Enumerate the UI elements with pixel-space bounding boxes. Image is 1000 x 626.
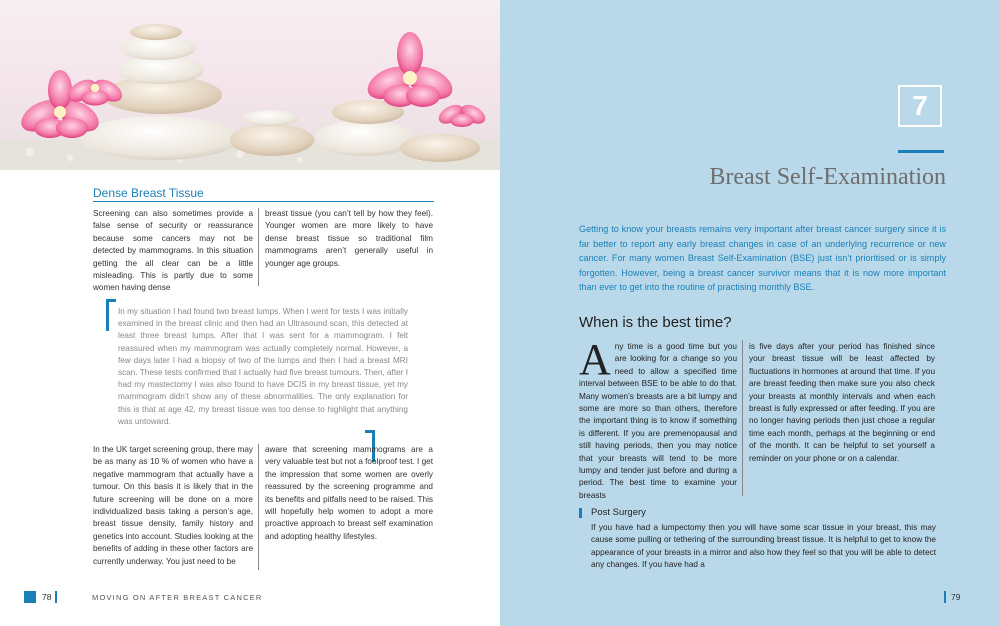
quote-mark-close-tick bbox=[365, 430, 375, 433]
column-divider bbox=[258, 444, 259, 570]
spa-stones-photo bbox=[0, 0, 500, 170]
subheading-post-surgery: Post Surgery bbox=[591, 507, 646, 518]
body-column-4: aware that screening mammograms are a very valuable test but not a foolproof test. I get the impression that some women are overly reassured by the screening programme and its benefits and pitfalls need to be raised. This will hopefully help women to adopt a more proactive approach to breast self examination and adopting healthy lifestyles. bbox=[265, 445, 433, 541]
right-column-2: is five days after your period has finished since your breast tissue will be least affected by fluctuations in hormones at around that time. If you are breast feeding then make sure you also check your breasts at monthly intervals and when each breast is fully expressed or after feeding. If you are no longer having periods then just chose a regular time each month, perhaps at the beginning or end of the month. It can be helpful to set yourself a reminder on your phone or on a calendar. bbox=[749, 342, 935, 463]
chapter-intro: Getting to know your breasts remains very important after breast cancer surgery since it is far better to report any early breast changes in case of an underlying recurrence or new cancer. For many women Breast Self-Examination (BSE) just isn’t prioritised or is simply forgotten. However, being a breast cancer survivor means that it is now more important than ever to get into the routine of practising monthly BSE. bbox=[579, 224, 946, 293]
footer-bar-right bbox=[944, 591, 946, 603]
body-column-1: Screening can also sometimes provide a false sense of security or reassurance because some cancers may not be detected by mammograms. In this situation getting the all clear can be a little misleading. This is partly due to some women having dense bbox=[93, 209, 253, 293]
right-column-1 bbox=[579, 335, 737, 502]
chapter-rule bbox=[898, 150, 944, 153]
post-surgery-text: If you have had a lumpectomy then you will have some scar tissue in your breast, this may cause some pulling or tethering of the surrounding breast tissue. It is helpful to get to know the appearance of your breasts in a mirror and also how they feel so that you will be able to detect any changes. If you have had a bbox=[591, 523, 936, 570]
section-heading: When is the best time? bbox=[579, 314, 732, 331]
pull-quote: In my situation I had found two breast lumps. When I went for tests I was initially examined in the breast clinic and then had an Ultrasound scan, this detected at least three breast lumps. After that I was sent for a mammogram. I felt reassured when my mammogram was actually completely normal. However, a few days later I had a biopsy of two of the lumps and then I had a breast MRI scan. These tests confirmed that I actually had five breast tumours. Then, after I had my mastectomy I was also found to have DCIS in my breast tissue, yet my mammogram didn’t show any of these abnormalities. The only explanation for this is that at age 42, my breast tissue was too dense to highlight that anything was untoward. bbox=[118, 307, 408, 426]
page-number-left: 78 bbox=[42, 592, 52, 602]
subheading-bar bbox=[579, 508, 582, 518]
chapter-number: 7 bbox=[898, 85, 942, 127]
footer-bar bbox=[55, 591, 57, 603]
column-divider bbox=[742, 340, 743, 496]
section-title: Dense Breast Tissue bbox=[93, 186, 204, 200]
chapter-title: Breast Self-Examination bbox=[709, 164, 946, 190]
quote-mark-open bbox=[106, 299, 109, 331]
drop-cap: A bbox=[579, 335, 611, 384]
body-column-3: In the UK target screening group, there may be as many as 10 % of women who have a negative mammogram that actually have a tumour. On this basis it is likely that in the future screening will be done on a more individualized basis taking a person’s age, breast tissue density, family history and genetics into account. Studies looking at the benefits of adding in these other factors are currently underway. You just need to be bbox=[93, 445, 253, 566]
body-column-2: breast tissue (you can’t tell by how they feel). Younger women are more likely to have dense breast tissue so traditional film mammograms aren’t generally useful in younger age groups. bbox=[265, 209, 433, 268]
spa-stones-illustration bbox=[0, 0, 500, 170]
right-column-1-text: ny time is a good time but you are looking for a change so you need to allow a specified time interval between BSE to be able to do that. Many women’s breasts are a bit lumpy and some are more so than others, therefore the important thing is to know if something is different. If you are premenopausal and still having periods, then you may notice that your breasts will tend to be more lumpy and tender just before and during a period. The best time to examine your breasts bbox=[579, 342, 737, 500]
quote-mark-open-tick bbox=[106, 299, 116, 302]
running-title: MOVING ON AFTER BREAST CANCER bbox=[92, 593, 263, 602]
title-rule bbox=[93, 201, 434, 202]
column-divider bbox=[258, 208, 259, 286]
page-number-right: 79 bbox=[951, 592, 961, 602]
footer-square bbox=[24, 591, 36, 603]
